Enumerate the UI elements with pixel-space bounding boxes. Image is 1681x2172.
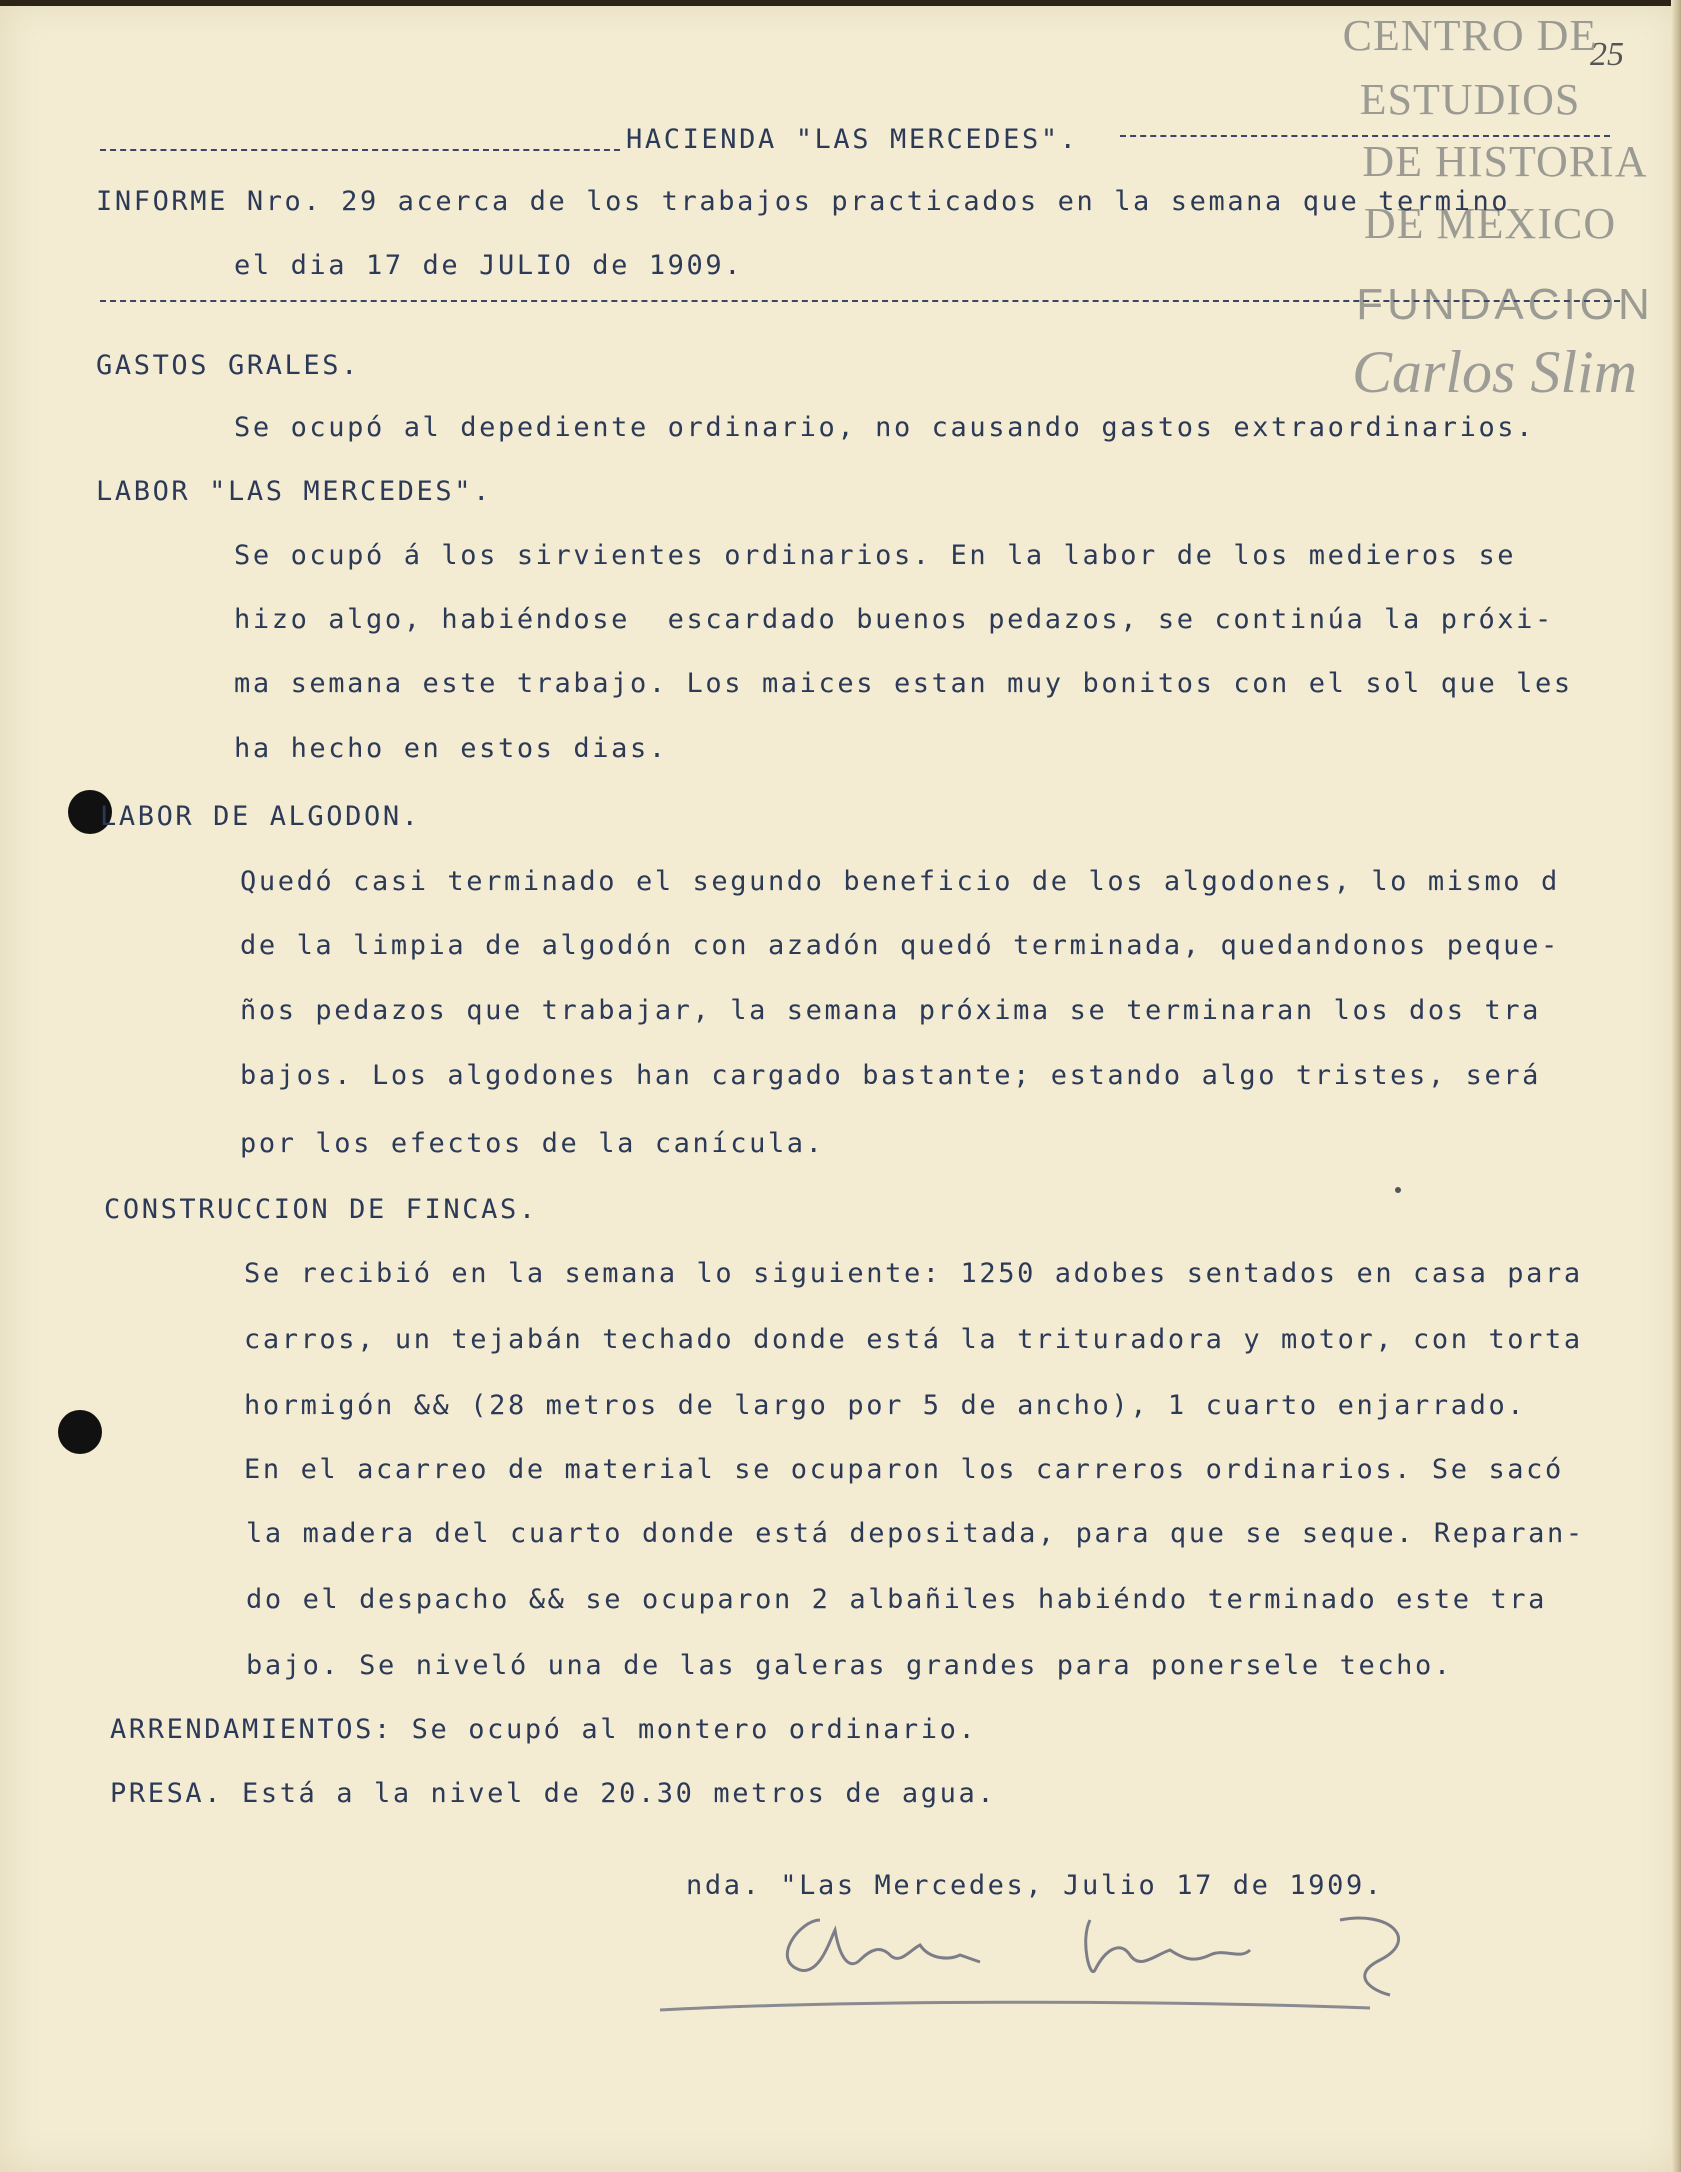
labor-algodon-line: ños pedazos que trabajar, la semana próxima se terminaran los dos tra	[240, 995, 1542, 1026]
stamp-line-6: Carlos Slim	[1352, 339, 1638, 405]
section-heading-labor-mercedes: LABOR "LAS MERCEDES".	[96, 476, 492, 507]
place-date-line: nda. "Las Mercedes, Julio 17 de 1909.	[686, 1870, 1384, 1901]
labor-mercedes-line: ha hecho en estos dias.	[234, 733, 668, 764]
page-edge-top	[0, 0, 1681, 6]
report-line-1: INFORME Nro. 29 acerca de los trabajos practicados en la semana que termino	[96, 186, 1511, 217]
report-line-2: el dia 17 de JULIO de 1909.	[234, 250, 744, 281]
page-number: 25	[1590, 36, 1624, 73]
construccion-line: la madera del cuarto donde está depositada, para que se seque. Reparan-	[246, 1518, 1585, 1549]
stamp-line-1: CENTRO DE	[1342, 11, 1598, 60]
stamp-line-5: FUNDACION	[1356, 280, 1654, 329]
page-title: HACIENDA "LAS MERCEDES".	[626, 124, 1079, 155]
construccion-line: carros, un tejabán techado donde está la trituradora y motor, con torta	[244, 1324, 1583, 1355]
header-rule-left	[100, 149, 620, 151]
labor-algodon-line: Quedó casi terminado el segundo beneficio de los algodones, lo mismo d	[240, 866, 1560, 897]
presa-line: PRESA. Está a la nivel de 20.30 metros de agua.	[110, 1778, 997, 1809]
labor-mercedes-line: ma semana este trabajo. Los maices estan muy bonitos con el sol que les	[234, 668, 1573, 699]
construccion-line: En el acarreo de material se ocuparon los carreros ordinarios. Se sacó	[244, 1454, 1564, 1485]
construccion-line: bajo. Se niveló una de las galeras grandes para ponersele techo.	[246, 1650, 1453, 1681]
construccion-line: hormigón && (28 metros de largo por 5 de ancho), 1 cuarto enjarrado.	[244, 1390, 1527, 1421]
arrendamientos-line: ARRENDAMIENTOS: Se ocupó al montero ordinario.	[110, 1714, 978, 1745]
signature-scribble	[650, 1900, 1430, 2030]
header-rule-right	[1120, 135, 1610, 137]
signature	[650, 1900, 1430, 2030]
header-rule-bottom	[100, 300, 1620, 302]
punch-hole-bottom	[58, 1410, 102, 1454]
construccion-line: Se recibió en la semana lo siguiente: 1250 adobes sentados en casa para	[244, 1258, 1583, 1289]
construccion-line: do el despacho && se ocuparon 2 albañiles habiéndo terminado este tra	[246, 1584, 1548, 1615]
labor-mercedes-line: hizo algo, habiéndose escardado buenos pedazos, se continúa la próxi-	[234, 604, 1554, 635]
stamp-line-2: ESTUDIOS	[1359, 75, 1581, 124]
labor-algodon-line: bajos. Los algodones han cargado bastante; estando algo tristes, será	[240, 1060, 1542, 1091]
stamp-line-4: DE MEXICO	[1363, 199, 1617, 248]
stamp-line-3: DE HISTORIA	[1362, 137, 1648, 186]
gastos-line: Se ocupó al depediente ordinario, no causando gastos extraordinarios.	[234, 412, 1536, 443]
ink-speck	[1395, 1187, 1401, 1193]
section-heading-construccion: CONSTRUCCION DE FINCAS.	[104, 1194, 538, 1225]
labor-mercedes-line: Se ocupó á los sirvientes ordinarios. En la labor de los medieros se	[234, 540, 1517, 571]
section-heading-labor-algodon: LABOR DE ALGODON.	[100, 801, 421, 832]
labor-algodon-line: por los efectos de la canícula.	[240, 1128, 825, 1159]
page-edge-right	[1671, 0, 1681, 2172]
labor-algodon-line: de la limpia de algodón con azadón quedó terminada, quedandonos peque-	[240, 930, 1560, 961]
section-heading-gastos: GASTOS GRALES.	[96, 350, 360, 381]
